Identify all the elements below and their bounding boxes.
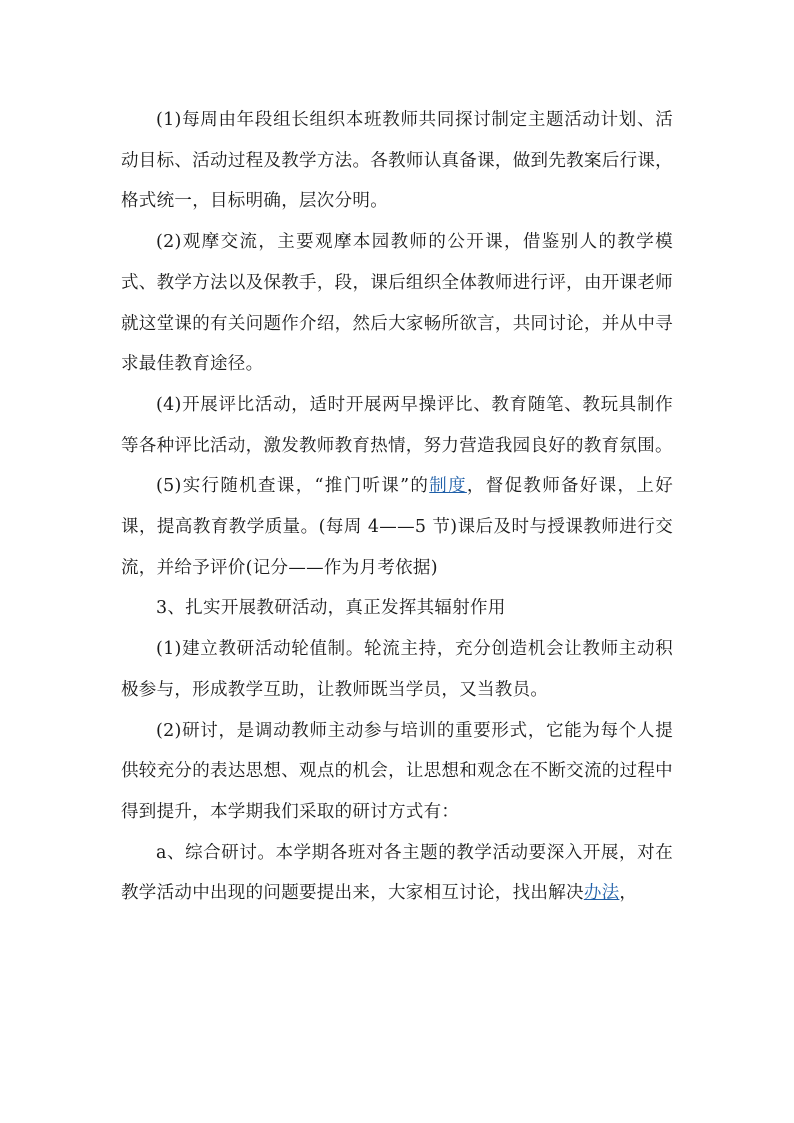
paragraph-text: a、综合研讨。本学期各班对各主题的教学活动要深入开展，对在教学活动中出现的问题要提出来，大家相互讨论，找出解决 xyxy=(121,842,673,904)
body-paragraph xyxy=(121,629,673,710)
paragraph-text: (1)每周由年段组长组织本班教师共同探讨制定主题活动计划、活动目标、活动过程及教学方法。各教师认真备课，做到先教案后行课，格式统一，目标明确，层次分明。 xyxy=(121,110,673,212)
inline-link[interactable]: 制度 xyxy=(429,476,467,497)
body-paragraph xyxy=(121,466,673,588)
paragraph-text: (1)建立教研活动轮值制。轮流主持，充分创造机会让教师主动积极参与，形成教学互助，让教师既当学员，又当教员。 xyxy=(121,639,673,700)
body-paragraph xyxy=(121,711,673,833)
body-paragraph xyxy=(121,222,673,385)
paragraph-text: (4)开展评比活动，适时开展两早操评比、教育随笔、教玩具制作等各种评比活动，激发教师教育热情，努力营造我园良好的教育氛围。 xyxy=(121,394,673,456)
paragraph-text: 3、扎实开展教研活动，真正发挥其辐射作用 xyxy=(156,598,506,619)
paragraph-text: ，督促教师备好课，上好课，提高教育教学质量。(每周 4——5 节)课后及时与授课教师进行交流，并给予评价(记分——作为月考依据) xyxy=(121,476,674,578)
body-paragraph xyxy=(121,833,673,914)
body-paragraph xyxy=(121,385,673,466)
paragraph-text: (2)研讨，是调动教师主动参与培训的重要形式，它能为每个人提供较充分的表达思想、观点的机会，让思想和观念在不断交流的过程中得到提升，本学期我们采取的研讨方式有： xyxy=(121,720,673,822)
body-paragraph xyxy=(121,100,673,222)
paragraph-text: (2)观摩交流，主要观摩本园教师的公开课，借鉴别人的教学模式、教学方法以及保教手，段，课后组织全体教师进行评，由开课老师就这堂课的有关问题作介绍，然后大家畅所欲言，共同讨论，并从中寻求最佳教育途径。 xyxy=(121,232,673,375)
inline-link[interactable]: 办法 xyxy=(583,883,620,904)
body-paragraph xyxy=(121,588,673,629)
paragraph-text: (5)实行随机查课，“推门听课”的 xyxy=(156,476,430,497)
paragraph-text: ， xyxy=(619,883,638,904)
document-page xyxy=(121,100,673,914)
